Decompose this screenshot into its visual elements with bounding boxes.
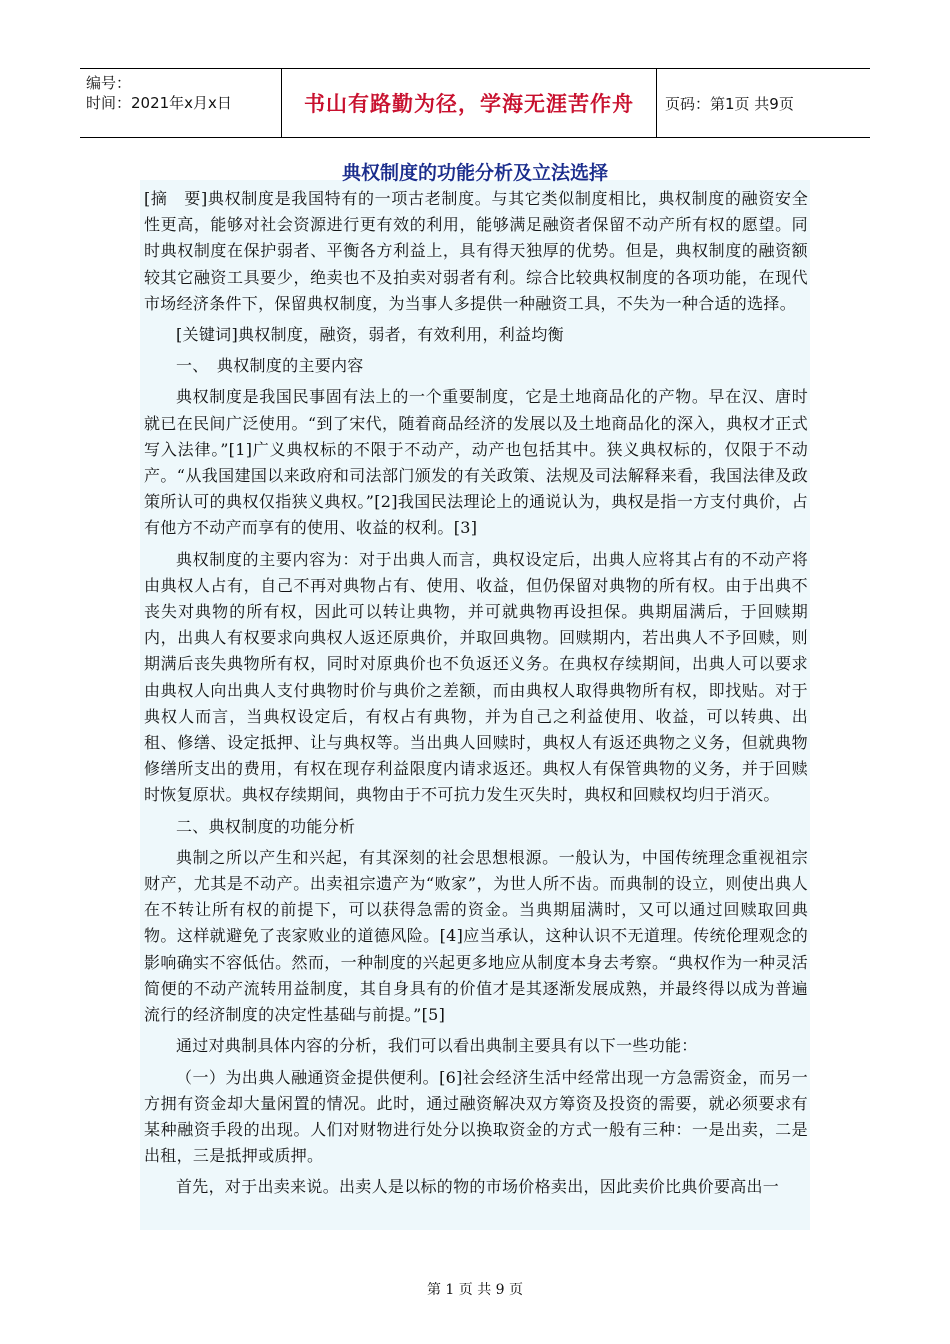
time-label: 时间：2021年x月x日 (86, 94, 232, 112)
header-motto-cell (282, 69, 657, 137)
header-info (80, 69, 282, 137)
body-paragraph: 典权制度是我国民事固有法上的一个重要制度，它是土地商品化的产物。早在汉、唐时就已在民间广泛使用。“到了宋代，随着商品经济的发展以及土地商品化的深入，典权才正式写入法律。”[1]广义典权标的不限于不动产，动产也包括其中。狭义典权标的，仅限于不动产。“从我国建国以来政府和司法部门颁发的有关政策、法规及司法解释来看，我国法律及政策所认可的典权仅指狭义典权。”[2]我国民法理论上的通说认为，典权是指一方支付典价，占有他方不动产而享有的使用、收益的权利。[3] (144, 387, 808, 538)
abstract-paragraph: [摘 要]典权制度是我国特有的一项古老制度。与其它类似制度相比，典权制度的融资安全性更高，能够对社会资源进行更有效的利用，能够满足融资者保留不动产所有权的愿望。同时典权制度在保护弱者、平衡各方利益上，具有得天独厚的优势。但是，典权制度的融资额较其它融资工具要少，绝卖也不及拍卖对弱者有利。综合比较典权制度的各项功能，在现代市场经济条件下，保留典权制度，为当事人多提供一种融资工具，不失为一种合适的选择。 (144, 189, 808, 313)
body-paragraph: 首先，对于出卖来说。出卖人是以标的物的市场价格卖出，因此卖价比典价要高出一 (176, 1177, 780, 1197)
keywords-paragraph: [关键词]典权制度，融资，弱者，有效利用，利益均衡 (176, 325, 564, 345)
section-heading-2: 二、典权制度的功能分析 (176, 816, 356, 836)
body-paragraph: 典制之所以产生和兴起，有其深刻的社会思想根源。一般认为，中国传统理念重视祖宗财产，尤其是不动产。出卖祖宗遗产为“败家”，为世人所不齿。而典制的设立，则使出典人在不转让所有权的前提下，可以获得急需的资金。当典期届满时，又可以通过回赎取回典物。这样就避免了丧家败业的道德风险。[4]应当承认，这种认识不无道理。传统伦理观念的影响确实不容低估。然而，一种制度的兴起更多地应从制度本身去考察。“典权作为一种灵活简便的不动产流转用益制度，其自身具有的价值才是其逐渐发展成熟，并最终得以成为普遍流行的经济制度的决定性基础与前提。”[5] (144, 847, 808, 1025)
document-title: 典权制度的功能分析及立法选择 (341, 162, 608, 184)
page-info: 页码：第1页 共9页 (665, 94, 794, 113)
document-body (144, 186, 808, 1206)
motto-text: 书山有路勤为径，学海无涯苦作舟 (304, 92, 634, 116)
section-heading-1: 一、 典权制度的主要内容 (176, 356, 364, 376)
body-paragraph: 通过对典制具体内容的分析，我们可以看出典制主要具有以下一些功能： (176, 1036, 698, 1056)
number-label: 编号： (86, 74, 132, 92)
header-page-cell (657, 69, 870, 137)
document-header (80, 68, 870, 138)
body-paragraph: 典权制度的主要内容为：对于出典人而言，典权设定后，出典人应将其占有的不动产将由典权人占有，自己不再对典物占有、使用、收益，但仍保留对典物的所有权。由于出典不丧失对典物的所有权，因此可以转让典物，并可就典物再设担保。典期届满后，于回赎期内，出典人有权要求向典权人返还原典价，并取回典物。回赎期内，若出典人不予回赎，则期满后丧失典物所有权，同时对原典价也不负返还义务。在典权存续期间，出典人可以要求由典权人向出典人支付典物时价与典价之差额，而由典权人取得典物所有权，即找贴。对于典权人而言，当典权设定后，有权占有典物，并为自己之利益使用、收益，可以转典、出租、修缮、设定抵押、让与典权等。当出典人回赎时，典权人有返还典物之义务，但就典物修缮所支出的费用，有权在现存利益限度内请求返还。典权人有保管典物的义务，并于回赎时恢复原状。典权存续期间，典物由于不可抗力发生灭失时，典权和回赎权均归于消灭。 (144, 549, 808, 805)
body-paragraph: （一）为出典人融通资金提供便利。[6]社会经济生活中经常出现一方急需资金，而另一方拥有资金却大量闲置的情况。此时，通过融资解决双方筹资及投资的需要，就必须要求有某种融资手段的出现。人们对财物进行处分以换取资金的方式一般有三种：一是出卖，二是出租，三是抵押或质押。 (144, 1067, 808, 1166)
page-footer: 第 1 页 共 9 页 (426, 1282, 524, 1298)
